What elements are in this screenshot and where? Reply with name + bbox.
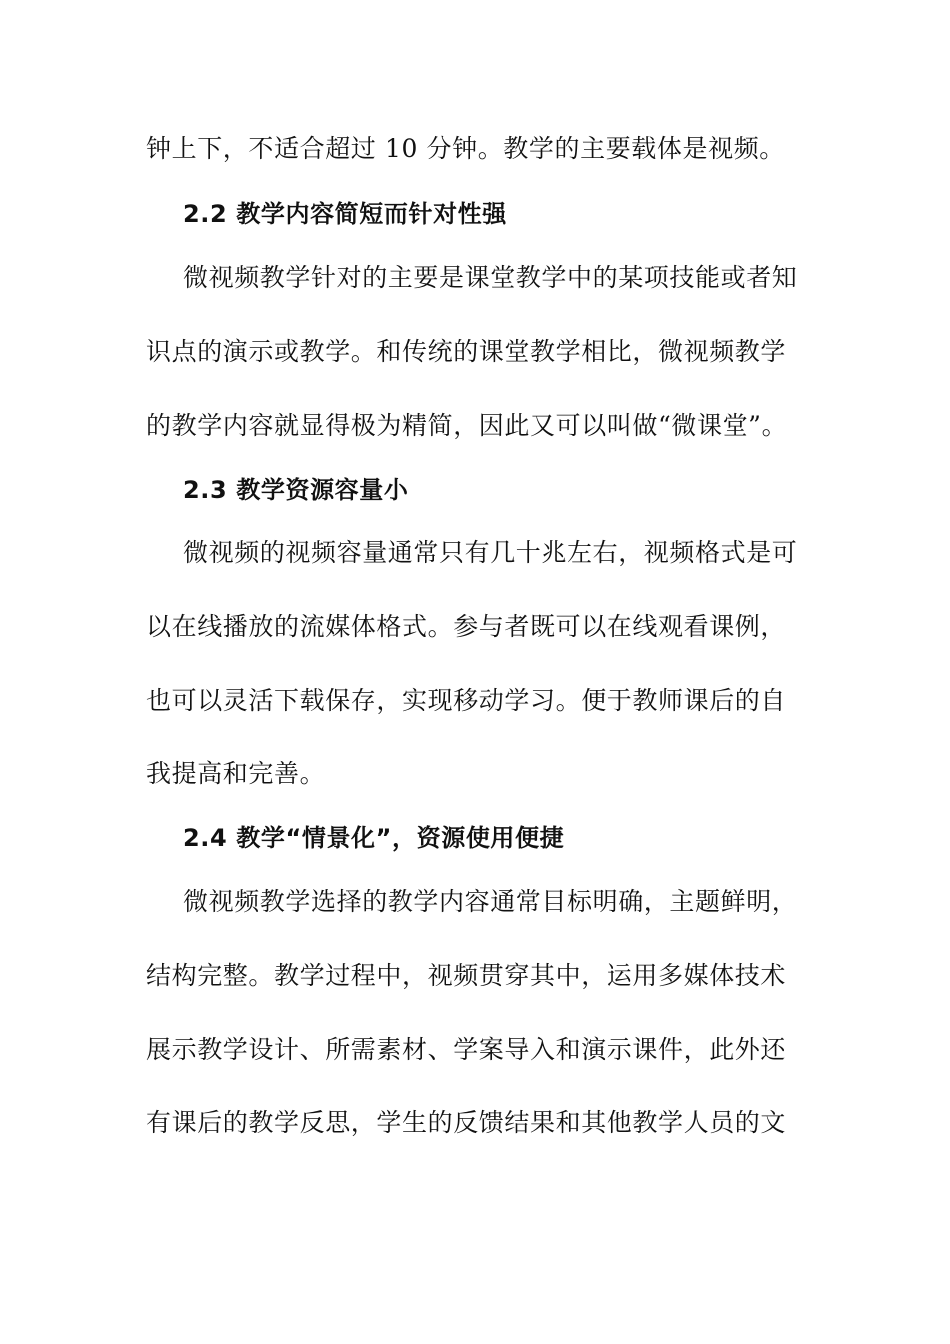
paragraph-line: 微视频教学选择的教学内容通常目标明确，主题鲜明， bbox=[183, 887, 798, 916]
paragraph-line: 结构完整。教学过程中，视频贯穿其中，运用多媒体技术 bbox=[146, 961, 787, 990]
paragraph-line: 微视频教学针对的主要是课堂教学中的某项技能或者知 bbox=[183, 263, 798, 292]
paragraph-line: 也可以灵活下载保存，实现移动学习。便于教师课后的自 bbox=[146, 686, 787, 715]
paragraph-line: 展示教学设计、所需素材、学案导入和演示课件，此外还 bbox=[146, 1035, 787, 1064]
paragraph-line: 钟上下，不适合超过 10 分钟。教学的主要载体是视频。 bbox=[146, 134, 785, 163]
section-heading: 2.4 教学“情景化”，资源使用便捷 bbox=[183, 824, 565, 852]
paragraph-line: 识点的演示或教学。和传统的课堂教学相比，微视频教学 bbox=[146, 337, 787, 366]
paragraph-line: 微视频的视频容量通常只有几十兆左右，视频格式是可 bbox=[183, 538, 798, 567]
section-heading: 2.3 教学资源容量小 bbox=[183, 476, 409, 504]
paragraph-line: 我提高和完善。 bbox=[146, 759, 326, 788]
paragraph-line: 有课后的教学反思，学生的反馈结果和其他教学人员的文 bbox=[146, 1108, 787, 1137]
paragraph-line: 的教学内容就显得极为精简，因此又可以叫做“微课堂”。 bbox=[146, 411, 788, 440]
paragraph-line: 以在线播放的流媒体格式。参与者既可以在线观看课例， bbox=[146, 612, 787, 641]
section-heading: 2.2 教学内容简短而针对性强 bbox=[183, 200, 507, 228]
